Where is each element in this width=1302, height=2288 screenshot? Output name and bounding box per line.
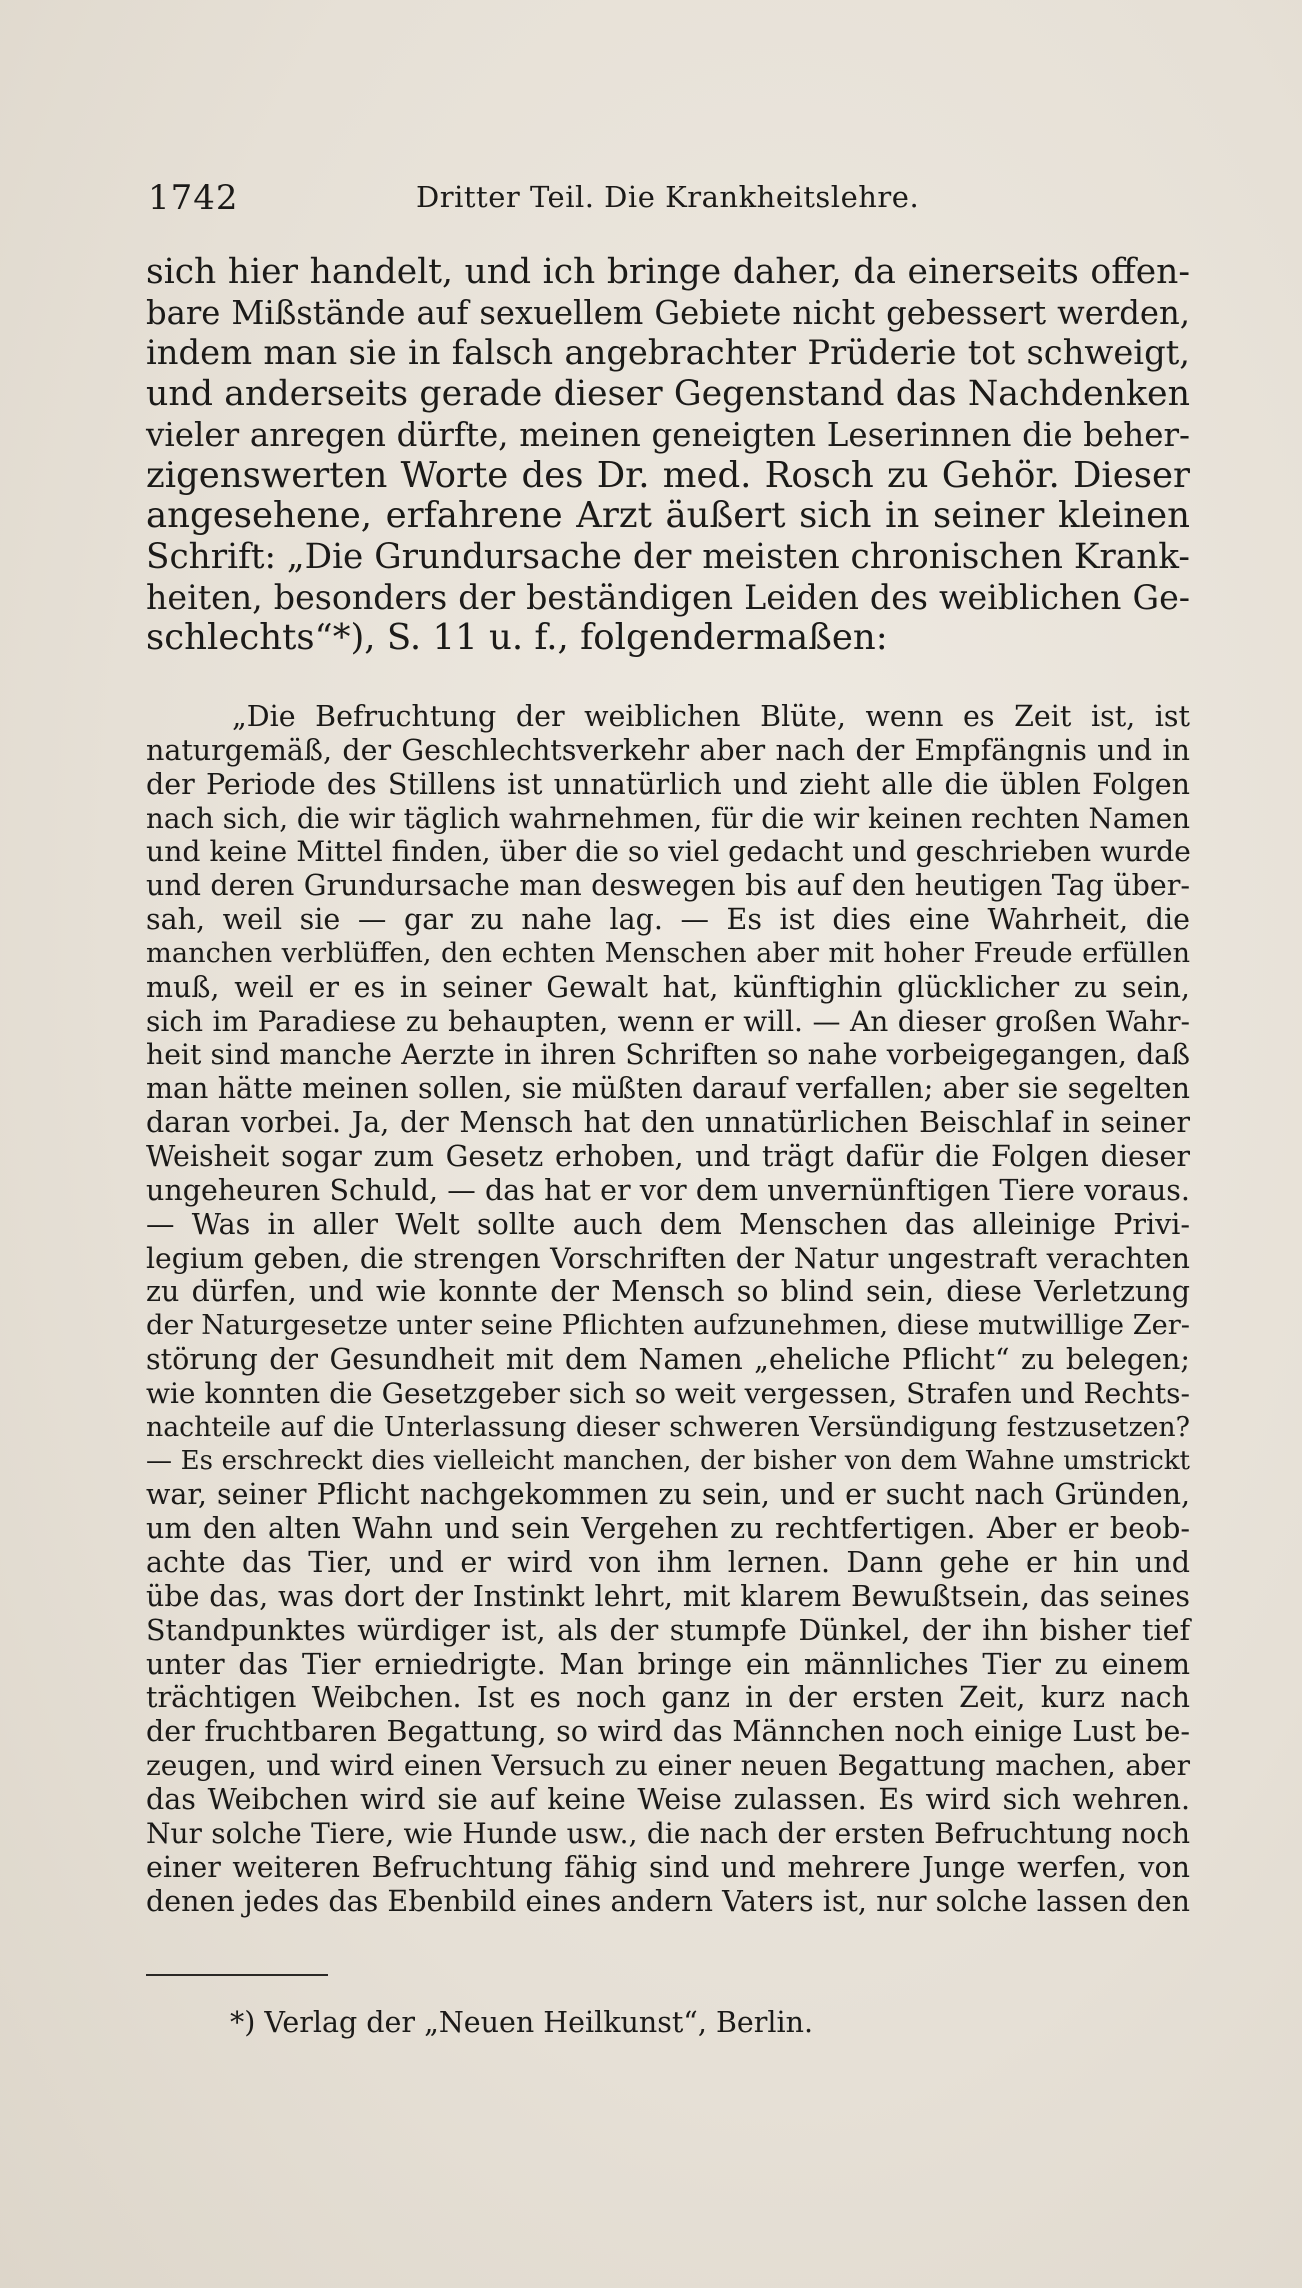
quote-line: ungeheuren Schuld, — das hat er vor dem unvernünftigen Tiere voraus. [146, 1173, 1190, 1207]
intro-line: vieler anregen dürfte, meinen geneigten Leserinnen die beher- [146, 415, 1190, 454]
quote-line: nachteile auf die Unterlassung dieser schweren Versündigung festzusetzen? [146, 1411, 1190, 1443]
intro-line: heiten, besonders der beständigen Leiden des weiblichen Ge- [146, 577, 1190, 617]
quote-line: achte das Tier, und er wird von ihm lernen. Dann gehe er hin und [146, 1546, 1190, 1580]
running-head: Dritter Teil. Die Krankheitslehre. [416, 180, 920, 214]
intro-line: sich hier handelt, und ich bringe daher, da einerseits offen- [146, 252, 1190, 292]
intro-line: indem man sie in falsch angebrachter Prüderie tot schweigt, [146, 333, 1190, 373]
quote-line: Nur solche Tiere, wie Hunde usw., die nach der ersten Befruchtung noch [146, 1816, 1190, 1850]
quote-line: Standpunktes würdiger ist, als der stumpfe Dünkel, der ihn bisher tief [146, 1613, 1190, 1647]
intro-line: angesehene, erfahrene Arzt äußert sich in seiner kleinen [146, 495, 1190, 537]
quote-line: war, seiner Pflicht nachgekommen zu sein, und er sucht nach Gründen, [146, 1478, 1190, 1512]
footnote: *) Verlag der „Neuen Heilkunst“, Berlin. [230, 2006, 814, 2039]
quote-line: zu dürfen, und wie konnte der Mensch so blind sein, diese Verletzung [146, 1275, 1190, 1309]
intro-line: und anderseits gerade dieser Gegenstand das Nachdenken [146, 374, 1190, 415]
quote-line: störung der Gesundheit mit dem Namen „eheliche Pflicht“ zu belegen; [146, 1343, 1190, 1377]
quote-line: unter das Tier erniedrigte. Man bringe ein männliches Tier zu einem [146, 1647, 1190, 1681]
quote-line: sah, weil sie — gar zu nahe lag. — Es ist dies eine Wahrheit, die [146, 903, 1190, 937]
quotation-block [146, 700, 1190, 1918]
quote-line: um den alten Wahn und sein Vergehen zu rechtfertigen. Aber er beob- [146, 1512, 1190, 1546]
page-number: 1742 [148, 178, 239, 218]
quote-line: daran vorbei. Ja, der Mensch hat den unnatürlichen Beischlaf in seiner [146, 1106, 1190, 1140]
quote-line: muß, weil er es in seiner Gewalt hat, künftighin glücklicher zu sein, [146, 970, 1190, 1004]
quote-line: sich im Paradiese zu behaupten, wenn er will. — An dieser großen Wahr- [146, 1004, 1190, 1038]
quote-line: trächtigen Weibchen. Ist es noch ganz in der ersten Zeit, kurz nach [146, 1681, 1190, 1715]
quote-line: der Naturgesetze unter seine Pflichten aufzunehmen, diese mutwillige Zer- [146, 1310, 1190, 1342]
quote-line: „Die Befruchtung der weiblichen Blüte, wenn es Zeit ist, ist [232, 700, 1190, 733]
quote-line: und deren Grundursache man deswegen bis auf den heutigen Tag über- [146, 869, 1190, 903]
intro-paragraph [146, 252, 1190, 659]
quote-line: übe das, was dort der Instinkt lehrt, mit klarem Bewußtsein, das seines [146, 1579, 1190, 1613]
quote-line: — Was in aller Welt sollte auch dem Menschen das alleinige Privi- [146, 1207, 1190, 1241]
quote-line: manchen verblüffen, den echten Menschen aber mit hoher Freude erfüllen [146, 937, 1190, 969]
quote-line: Weisheit sogar zum Gesetz erhoben, und trägt dafür die Folgen dieser [146, 1139, 1190, 1173]
quote-line: einer weiteren Befruchtung fähig sind und mehrere Junge werfen, von [146, 1850, 1190, 1884]
intro-line: Schrift: „Die Grundursache der meisten chronischen Krank- [146, 536, 1190, 577]
quote-line: heit sind manche Aerzte in ihren Schriften so nahe vorbeigegangen, daß [146, 1038, 1190, 1072]
page-header [148, 178, 1178, 222]
quote-line: wie konnten die Gesetzgeber sich so weit vergessen, Strafen und Rechts- [146, 1376, 1190, 1410]
quote-line: — Es erschreckt dies vielleicht manchen, der bisher von dem Wahne umstrickt [146, 1445, 1190, 1476]
quote-line: der Periode des Stillens ist unnatürlich und zieht alle die üblen Folgen [146, 767, 1190, 801]
quote-line: legium geben, die strengen Vorschriften der Natur ungestraft verachten [146, 1241, 1190, 1275]
intro-line: bare Mißstände auf sexuellem Gebiete nicht gebessert werden, [146, 293, 1190, 332]
footnote-divider [146, 1974, 328, 1976]
quote-line: zeugen, und wird einen Versuch zu einer neuen Begattung machen, aber [146, 1749, 1190, 1783]
quote-line: der fruchtbaren Begattung, so wird das Männchen noch einige Lust be- [146, 1715, 1190, 1749]
quote-line: das Weibchen wird sie auf keine Weise zulassen. Es wird sich wehren. [146, 1783, 1190, 1816]
quote-line: man hätte meinen sollen, sie müßten darauf verfallen; aber sie segelten [146, 1072, 1190, 1106]
quote-line: denen jedes das Ebenbild eines andern Vaters ist, nur solche lassen den [146, 1884, 1190, 1918]
quote-line: nach sich, die wir täglich wahrnehmen, für die wir keinen rechten Namen [146, 801, 1190, 835]
intro-line: zigenswerten Worte des Dr. med. Rosch zu Gehör. Dieser [146, 454, 1190, 496]
intro-line: schlechts“*), S. 11 u. f., folgendermaßen: [146, 617, 888, 659]
quote-line: naturgemäß, der Geschlechtsverkehr aber nach der Empfängnis und in [146, 733, 1190, 767]
quote-line: und keine Mittel finden, über die so viel gedacht und geschrieben wurde [146, 835, 1191, 869]
